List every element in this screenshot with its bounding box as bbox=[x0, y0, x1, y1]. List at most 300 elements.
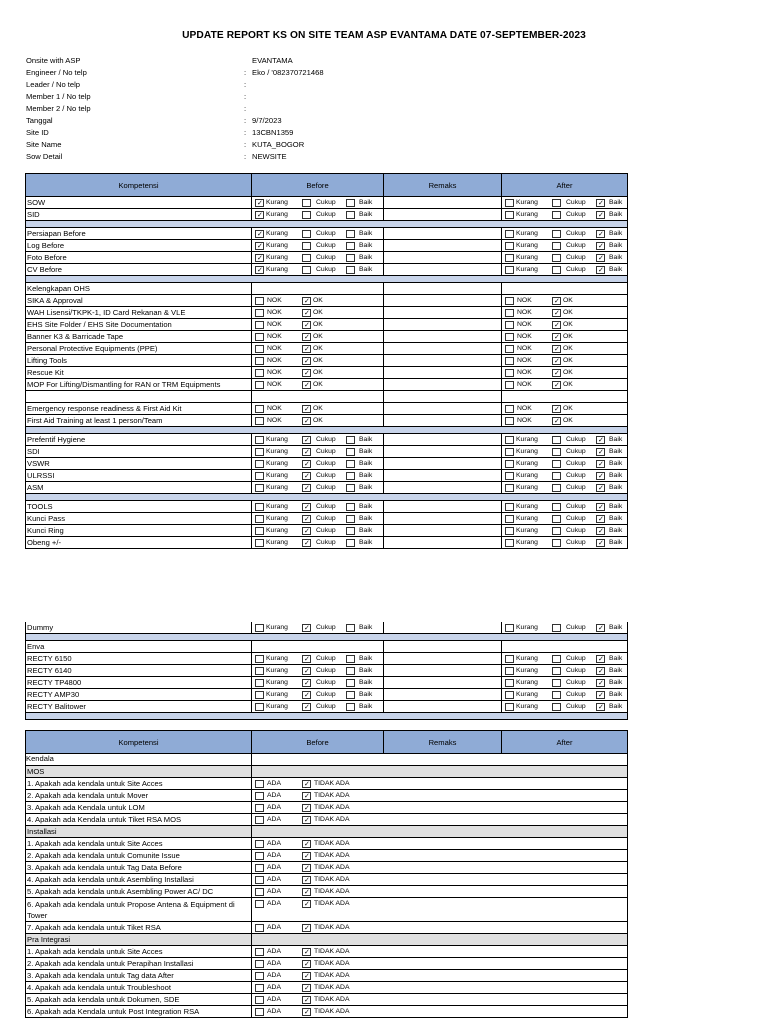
after-checkbox[interactable] bbox=[552, 460, 561, 468]
after-checkbox[interactable] bbox=[505, 503, 514, 511]
remaks-cell[interactable] bbox=[383, 307, 501, 318]
before-checkbox[interactable] bbox=[302, 369, 311, 377]
remaks-cell[interactable] bbox=[383, 319, 501, 330]
after-checkbox[interactable] bbox=[552, 230, 561, 238]
before-checkbox[interactable] bbox=[255, 655, 264, 663]
answer-cell bbox=[251, 958, 628, 969]
answer-cell bbox=[251, 874, 628, 885]
after-checkbox[interactable] bbox=[596, 667, 605, 675]
after-checkbox[interactable] bbox=[505, 199, 514, 207]
before-checkbox[interactable] bbox=[302, 254, 311, 262]
after-option-label: Kurang bbox=[516, 242, 538, 249]
after-checkbox[interactable] bbox=[552, 242, 561, 250]
before-cell bbox=[251, 537, 383, 548]
before-checkbox[interactable] bbox=[302, 448, 311, 456]
before-checkbox[interactable] bbox=[255, 703, 264, 711]
before-option-label: Baik bbox=[359, 655, 373, 662]
after-checkbox[interactable] bbox=[596, 242, 605, 250]
before-checkbox[interactable] bbox=[255, 527, 264, 535]
after-option-label: Baik bbox=[609, 211, 623, 218]
after-checkbox[interactable] bbox=[552, 503, 561, 511]
before-checkbox[interactable] bbox=[302, 297, 311, 305]
answer-checkbox[interactable] bbox=[302, 948, 311, 956]
before-checkbox[interactable] bbox=[302, 417, 311, 425]
after-checkbox[interactable] bbox=[596, 515, 605, 523]
before-checkbox[interactable] bbox=[302, 515, 311, 523]
after-checkbox[interactable] bbox=[552, 333, 561, 341]
after-checkbox[interactable] bbox=[596, 199, 605, 207]
before-checkbox[interactable] bbox=[346, 679, 355, 687]
after-checkbox[interactable] bbox=[596, 679, 605, 687]
answer-checkbox[interactable] bbox=[255, 840, 264, 848]
after-options bbox=[502, 458, 627, 469]
after-checkbox[interactable] bbox=[552, 436, 561, 444]
answer-checkbox[interactable] bbox=[302, 780, 311, 788]
remaks-cell[interactable] bbox=[383, 446, 501, 457]
after-checkbox[interactable] bbox=[596, 655, 605, 663]
after-checkbox[interactable] bbox=[552, 624, 561, 632]
answer-checkbox[interactable] bbox=[255, 780, 264, 788]
remaks-cell[interactable] bbox=[383, 331, 501, 342]
before-checkbox[interactable] bbox=[255, 417, 264, 425]
answer-cell bbox=[251, 1006, 628, 1017]
before-checkbox[interactable] bbox=[346, 667, 355, 675]
before-checkbox[interactable] bbox=[255, 309, 264, 317]
remaks-cell[interactable] bbox=[383, 228, 501, 239]
after-checkbox[interactable] bbox=[505, 345, 514, 353]
after-checkbox[interactable] bbox=[505, 527, 514, 535]
remaks-cell[interactable] bbox=[383, 622, 501, 633]
after-checkbox[interactable] bbox=[505, 539, 514, 547]
checklist-row bbox=[25, 264, 628, 276]
answer-checkbox[interactable] bbox=[302, 840, 311, 848]
after-checkbox[interactable] bbox=[552, 321, 561, 329]
header-remaks: Remaks bbox=[383, 174, 501, 196]
after-checkbox[interactable] bbox=[552, 703, 561, 711]
after-checkbox[interactable] bbox=[552, 199, 561, 207]
before-option-label: Baik bbox=[359, 242, 373, 249]
before-checkbox[interactable] bbox=[255, 381, 264, 389]
before-checkbox[interactable] bbox=[302, 436, 311, 444]
remaks-cell[interactable] bbox=[383, 677, 501, 688]
before-options bbox=[252, 355, 383, 366]
info-label: Site ID bbox=[26, 128, 49, 137]
answer-checkbox[interactable] bbox=[302, 864, 311, 872]
before-checkbox[interactable] bbox=[255, 405, 264, 413]
before-checkbox[interactable] bbox=[255, 679, 264, 687]
before-checkbox[interactable] bbox=[302, 655, 311, 663]
before-checkbox[interactable] bbox=[255, 539, 264, 547]
before-checkbox[interactable] bbox=[346, 199, 355, 207]
before-options bbox=[252, 458, 383, 469]
after-checkbox[interactable] bbox=[552, 667, 561, 675]
before-checkbox[interactable] bbox=[255, 667, 264, 675]
after-checkbox[interactable] bbox=[552, 691, 561, 699]
before-checkbox[interactable] bbox=[346, 703, 355, 711]
after-checkbox[interactable] bbox=[596, 448, 605, 456]
before-cell bbox=[251, 470, 383, 481]
after-checkbox[interactable] bbox=[505, 266, 514, 274]
before-checkbox[interactable] bbox=[302, 703, 311, 711]
before-checkbox[interactable] bbox=[255, 357, 264, 365]
before-cell bbox=[251, 343, 383, 354]
before-checkbox[interactable] bbox=[302, 679, 311, 687]
kendala-label: Kendala bbox=[25, 754, 251, 765]
after-checkbox[interactable] bbox=[505, 417, 514, 425]
after-checkbox[interactable] bbox=[596, 703, 605, 711]
after-option-label: OK bbox=[563, 333, 573, 340]
remaks-cell[interactable] bbox=[383, 525, 501, 536]
after-checkbox[interactable] bbox=[505, 679, 514, 687]
after-checkbox[interactable] bbox=[552, 472, 561, 480]
after-option-label: NOK bbox=[517, 321, 532, 328]
after-checkbox[interactable] bbox=[596, 527, 605, 535]
before-checkbox[interactable] bbox=[255, 345, 264, 353]
answer-option-label: ADA bbox=[267, 900, 281, 907]
after-option-label: Cukup bbox=[566, 242, 586, 249]
after-checkbox[interactable] bbox=[505, 484, 514, 492]
remaks-cell[interactable] bbox=[383, 470, 501, 481]
before-checkbox[interactable] bbox=[255, 484, 264, 492]
before-options bbox=[252, 415, 383, 426]
answer-checkbox[interactable] bbox=[255, 816, 264, 824]
answer-cell bbox=[251, 850, 628, 861]
answer-option-label: TIDAK ADA bbox=[314, 888, 350, 895]
answer-checkbox[interactable] bbox=[255, 996, 264, 1004]
before-option-label: NOK bbox=[267, 345, 282, 352]
answer-option-label: TIDAK ADA bbox=[314, 948, 350, 955]
before-option-label: Baik bbox=[359, 691, 373, 698]
after-option-label: NOK bbox=[517, 405, 532, 412]
remaks-cell[interactable] bbox=[383, 701, 501, 712]
after-checkbox[interactable] bbox=[596, 691, 605, 699]
after-option-label: Kurang bbox=[516, 211, 538, 218]
before-checkbox[interactable] bbox=[302, 539, 311, 547]
after-checkbox[interactable] bbox=[505, 472, 514, 480]
answer-checkbox[interactable] bbox=[302, 996, 311, 1004]
answer-option-label: TIDAK ADA bbox=[314, 876, 350, 883]
after-checkbox[interactable] bbox=[596, 436, 605, 444]
before-checkbox[interactable] bbox=[255, 333, 264, 341]
after-checkbox[interactable] bbox=[596, 503, 605, 511]
after-option-label: Kurang bbox=[516, 527, 538, 534]
empty-cell bbox=[251, 754, 628, 765]
answer-checkbox[interactable] bbox=[302, 1008, 311, 1016]
before-checkbox[interactable] bbox=[302, 667, 311, 675]
answer-checkbox[interactable] bbox=[302, 924, 311, 932]
answer-checkbox[interactable] bbox=[302, 852, 311, 860]
before-checkbox[interactable] bbox=[302, 472, 311, 480]
before-checkbox[interactable] bbox=[255, 691, 264, 699]
before-cell bbox=[251, 379, 383, 390]
after-checkbox[interactable] bbox=[596, 230, 605, 238]
after-checkbox[interactable] bbox=[505, 309, 514, 317]
section-separator bbox=[25, 276, 628, 283]
before-checkbox[interactable] bbox=[302, 242, 311, 250]
before-checkbox[interactable] bbox=[302, 321, 311, 329]
after-checkbox[interactable] bbox=[505, 703, 514, 711]
after-checkbox[interactable] bbox=[505, 515, 514, 523]
after-checkbox[interactable] bbox=[505, 297, 514, 305]
before-checkbox[interactable] bbox=[346, 503, 355, 511]
item-label: Persiapan Before bbox=[25, 228, 251, 239]
before-checkbox[interactable] bbox=[255, 515, 264, 523]
before-checkbox[interactable] bbox=[346, 515, 355, 523]
before-checkbox[interactable] bbox=[302, 624, 311, 632]
after-checkbox[interactable] bbox=[552, 266, 561, 274]
after-checkbox[interactable] bbox=[596, 211, 605, 219]
after-options bbox=[502, 446, 627, 457]
before-checkbox[interactable] bbox=[255, 297, 264, 305]
after-checkbox[interactable] bbox=[552, 655, 561, 663]
after-checkbox[interactable] bbox=[505, 242, 514, 250]
after-checkbox[interactable] bbox=[552, 679, 561, 687]
answer-checkbox[interactable] bbox=[255, 984, 264, 992]
remaks-cell[interactable] bbox=[383, 689, 501, 700]
after-options bbox=[502, 653, 627, 664]
after-checkbox[interactable] bbox=[552, 515, 561, 523]
after-checkbox[interactable] bbox=[552, 345, 561, 353]
answer-checkbox[interactable] bbox=[302, 960, 311, 968]
remaks-cell[interactable] bbox=[383, 434, 501, 445]
answer-checkbox[interactable] bbox=[255, 924, 264, 932]
before-checkbox[interactable] bbox=[255, 266, 264, 274]
item-label: Foto Before bbox=[25, 252, 251, 263]
before-checkbox[interactable] bbox=[346, 448, 355, 456]
before-checkbox[interactable] bbox=[346, 624, 355, 632]
before-checkbox[interactable] bbox=[346, 472, 355, 480]
before-checkbox[interactable] bbox=[346, 460, 355, 468]
before-checkbox[interactable] bbox=[302, 345, 311, 353]
after-checkbox[interactable] bbox=[552, 381, 561, 389]
after-checkbox[interactable] bbox=[505, 436, 514, 444]
after-checkbox[interactable] bbox=[505, 333, 514, 341]
after-checkbox[interactable] bbox=[552, 369, 561, 377]
remaks-cell[interactable] bbox=[383, 252, 501, 263]
before-checkbox[interactable] bbox=[302, 484, 311, 492]
section-row bbox=[25, 641, 628, 653]
before-checkbox[interactable] bbox=[255, 624, 264, 632]
remaks-cell[interactable] bbox=[383, 367, 501, 378]
after-checkbox[interactable] bbox=[552, 539, 561, 547]
before-checkbox[interactable] bbox=[302, 503, 311, 511]
after-checkbox[interactable] bbox=[505, 369, 514, 377]
after-option-label: NOK bbox=[517, 357, 532, 364]
after-checkbox[interactable] bbox=[596, 484, 605, 492]
before-checkbox[interactable] bbox=[255, 460, 264, 468]
after-checkbox[interactable] bbox=[552, 357, 561, 365]
after-option-label: Baik bbox=[609, 655, 623, 662]
answer-checkbox[interactable] bbox=[255, 852, 264, 860]
answer-checkbox[interactable] bbox=[255, 792, 264, 800]
remaks-cell[interactable] bbox=[383, 501, 501, 512]
answer-cell bbox=[251, 994, 628, 1005]
answer-checkbox[interactable] bbox=[255, 888, 264, 896]
answer-checkbox[interactable] bbox=[255, 876, 264, 884]
question-label: 1. Apakah ada kendala untuk Site Acces bbox=[25, 778, 251, 789]
before-checkbox[interactable] bbox=[346, 655, 355, 663]
before-checkbox[interactable] bbox=[302, 211, 311, 219]
after-checkbox[interactable] bbox=[552, 417, 561, 425]
info-label: Leader / No telp bbox=[26, 80, 81, 89]
remaks-cell[interactable] bbox=[383, 355, 501, 366]
before-checkbox[interactable] bbox=[255, 242, 264, 250]
before-checkbox[interactable] bbox=[346, 527, 355, 535]
section-row bbox=[25, 283, 628, 295]
remaks-cell[interactable] bbox=[383, 264, 501, 275]
answer-checkbox[interactable] bbox=[302, 900, 311, 908]
remaks-cell[interactable] bbox=[383, 482, 501, 493]
after-options bbox=[502, 403, 627, 414]
answer-checkbox[interactable] bbox=[302, 792, 311, 800]
after-checkbox[interactable] bbox=[596, 254, 605, 262]
answer-checkbox[interactable] bbox=[302, 816, 311, 824]
before-checkbox[interactable] bbox=[255, 503, 264, 511]
before-checkbox[interactable] bbox=[255, 254, 264, 262]
before-checkbox[interactable] bbox=[346, 484, 355, 492]
answer-option-label: ADA bbox=[267, 972, 281, 979]
before-checkbox[interactable] bbox=[255, 230, 264, 238]
after-checkbox[interactable] bbox=[505, 381, 514, 389]
after-checkbox[interactable] bbox=[596, 472, 605, 480]
after-checkbox[interactable] bbox=[505, 254, 514, 262]
answer-checkbox[interactable] bbox=[255, 864, 264, 872]
before-cell bbox=[251, 367, 383, 378]
info-row bbox=[26, 115, 446, 127]
remaks-cell[interactable] bbox=[383, 240, 501, 251]
before-checkbox[interactable] bbox=[255, 436, 264, 444]
after-checkbox[interactable] bbox=[505, 691, 514, 699]
after-options bbox=[502, 228, 627, 239]
before-checkbox[interactable] bbox=[302, 691, 311, 699]
item-label: SDI bbox=[25, 446, 251, 457]
before-checkbox[interactable] bbox=[255, 369, 264, 377]
before-checkbox[interactable] bbox=[302, 405, 311, 413]
answer-checkbox[interactable] bbox=[302, 972, 311, 980]
after-checkbox[interactable] bbox=[505, 211, 514, 219]
before-checkbox[interactable] bbox=[302, 381, 311, 389]
before-checkbox[interactable] bbox=[255, 211, 264, 219]
before-option-label: Cukup bbox=[316, 230, 336, 237]
remaks-cell[interactable] bbox=[383, 197, 501, 208]
remaks-cell[interactable] bbox=[383, 343, 501, 354]
before-checkbox[interactable] bbox=[255, 199, 264, 207]
remaks-cell[interactable] bbox=[383, 295, 501, 306]
checklist-row bbox=[25, 252, 628, 264]
before-checkbox[interactable] bbox=[302, 460, 311, 468]
after-checkbox[interactable] bbox=[596, 539, 605, 547]
after-checkbox[interactable] bbox=[505, 667, 514, 675]
after-checkbox[interactable] bbox=[505, 321, 514, 329]
after-checkbox[interactable] bbox=[552, 254, 561, 262]
answer-checkbox[interactable] bbox=[302, 876, 311, 884]
remaks-cell[interactable] bbox=[383, 665, 501, 676]
after-cell bbox=[501, 689, 628, 700]
after-cell bbox=[501, 209, 628, 220]
after-option-label: NOK bbox=[517, 309, 532, 316]
answer-checkbox[interactable] bbox=[255, 804, 264, 812]
before-checkbox[interactable] bbox=[255, 448, 264, 456]
before-cell bbox=[251, 689, 383, 700]
answer-checkbox[interactable] bbox=[255, 948, 264, 956]
blank-cell bbox=[25, 391, 251, 402]
remaks-cell[interactable] bbox=[383, 209, 501, 220]
before-option-label: OK bbox=[313, 321, 323, 328]
after-checkbox[interactable] bbox=[505, 624, 514, 632]
before-checkbox[interactable] bbox=[302, 199, 311, 207]
remaks-cell[interactable] bbox=[383, 415, 501, 426]
after-checkbox[interactable] bbox=[552, 527, 561, 535]
after-checkbox[interactable] bbox=[552, 297, 561, 305]
before-checkbox[interactable] bbox=[346, 211, 355, 219]
after-checkbox[interactable] bbox=[505, 230, 514, 238]
after-checkbox[interactable] bbox=[505, 357, 514, 365]
answer-checkbox[interactable] bbox=[302, 804, 311, 812]
after-checkbox[interactable] bbox=[596, 460, 605, 468]
remaks-cell[interactable] bbox=[383, 403, 501, 414]
after-checkbox[interactable] bbox=[552, 309, 561, 317]
answer-checkbox[interactable] bbox=[302, 888, 311, 896]
question-row bbox=[25, 790, 628, 802]
before-checkbox[interactable] bbox=[302, 230, 311, 238]
after-option-label: Cukup bbox=[566, 655, 586, 662]
checklist-row bbox=[25, 653, 628, 665]
answer-checkbox[interactable] bbox=[255, 900, 264, 908]
before-checkbox[interactable] bbox=[346, 691, 355, 699]
remaks-cell[interactable] bbox=[383, 458, 501, 469]
after-checkbox[interactable] bbox=[552, 405, 561, 413]
before-checkbox[interactable] bbox=[255, 472, 264, 480]
before-checkbox[interactable] bbox=[302, 527, 311, 535]
before-option-label: Cukup bbox=[316, 254, 336, 261]
remaks-cell[interactable] bbox=[383, 513, 501, 524]
answer-checkbox[interactable] bbox=[255, 1008, 264, 1016]
answer-checkbox[interactable] bbox=[302, 984, 311, 992]
after-checkbox[interactable] bbox=[505, 655, 514, 663]
before-checkbox[interactable] bbox=[346, 436, 355, 444]
answer-checkbox[interactable] bbox=[255, 960, 264, 968]
before-checkbox[interactable] bbox=[302, 266, 311, 274]
info-row bbox=[26, 79, 446, 91]
remaks-cell[interactable] bbox=[383, 653, 501, 664]
before-checkbox[interactable] bbox=[346, 242, 355, 250]
remaks-cell[interactable] bbox=[383, 379, 501, 390]
after-checkbox[interactable] bbox=[505, 405, 514, 413]
subsection-row bbox=[25, 766, 628, 778]
after-checkbox[interactable] bbox=[505, 460, 514, 468]
after-cell bbox=[501, 458, 628, 469]
after-checkbox[interactable] bbox=[552, 211, 561, 219]
after-cell bbox=[501, 343, 628, 354]
before-checkbox[interactable] bbox=[302, 309, 311, 317]
before-checkbox[interactable] bbox=[346, 230, 355, 238]
after-checkbox[interactable] bbox=[552, 448, 561, 456]
after-checkbox[interactable] bbox=[596, 624, 605, 632]
before-options bbox=[252, 677, 383, 688]
before-checkbox[interactable] bbox=[346, 266, 355, 274]
item-label: Banner K3 & Barricade Tape bbox=[25, 331, 251, 342]
answer-checkbox[interactable] bbox=[255, 972, 264, 980]
remaks-cell[interactable] bbox=[383, 537, 501, 548]
before-checkbox[interactable] bbox=[302, 333, 311, 341]
after-checkbox[interactable] bbox=[505, 448, 514, 456]
after-checkbox[interactable] bbox=[596, 266, 605, 274]
before-checkbox[interactable] bbox=[255, 321, 264, 329]
after-checkbox[interactable] bbox=[552, 484, 561, 492]
before-checkbox[interactable] bbox=[346, 539, 355, 547]
before-checkbox[interactable] bbox=[346, 254, 355, 262]
before-checkbox[interactable] bbox=[302, 357, 311, 365]
